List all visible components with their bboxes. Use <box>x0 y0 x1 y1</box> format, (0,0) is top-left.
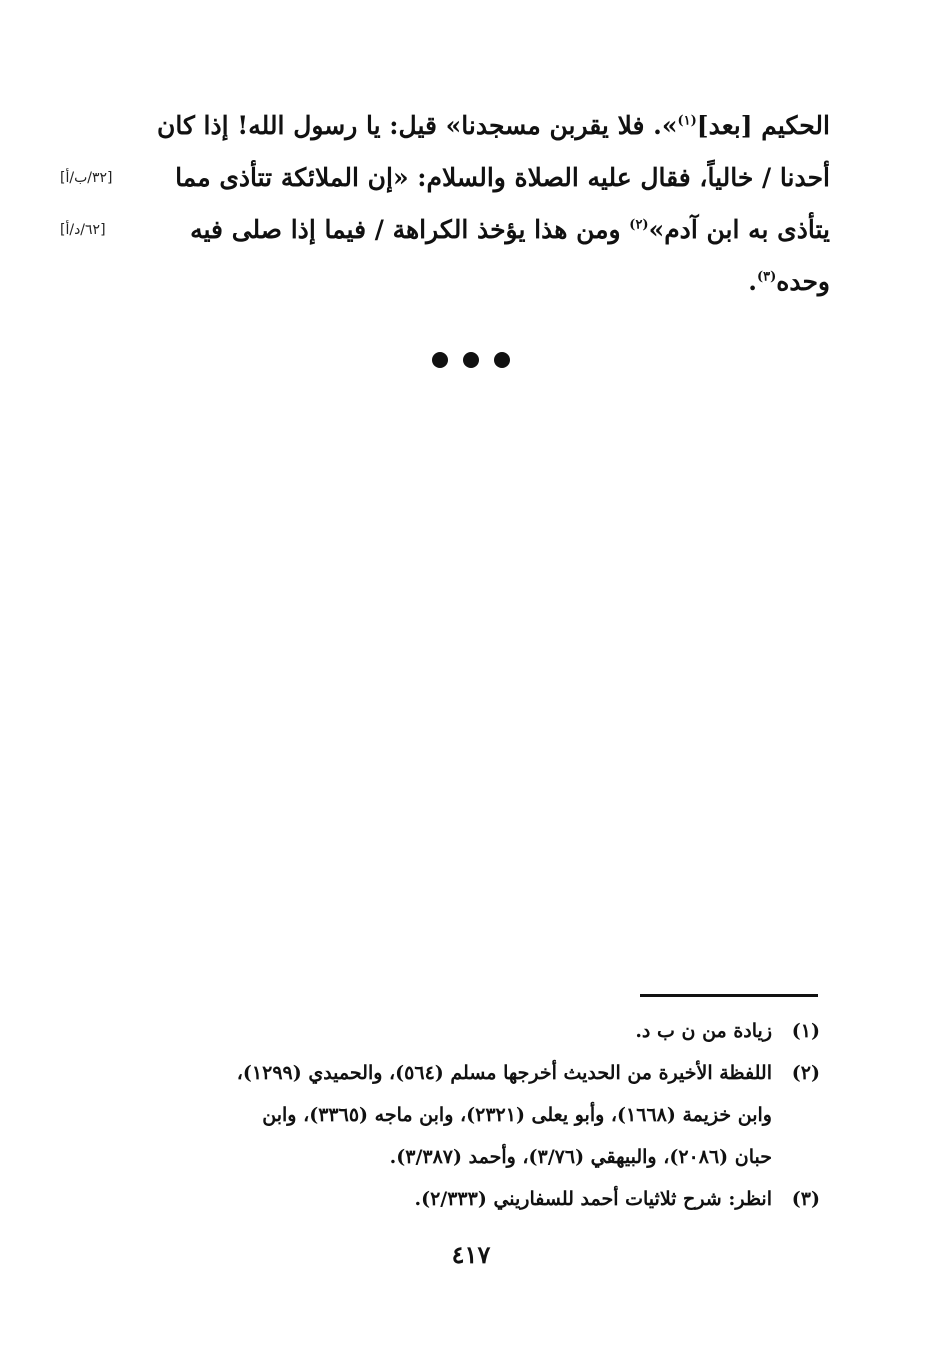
text-segment: . <box>748 267 757 296</box>
divider-dot <box>432 352 448 368</box>
footnote-text: حبان (٢٠٨٦)، والبيهقي (٣/٧٦)، وأحمد (٣/٣٨٧). <box>389 1146 772 1168</box>
page-number: ٤١٧ <box>451 1240 491 1269</box>
footnote-number: (٣) <box>791 1188 820 1210</box>
footnote-marker-3[interactable]: (٣) <box>756 269 777 285</box>
footnote-text: انظر: شرح ثلاثيات أحمد للسفاريني (٢/٣٣٣). <box>414 1188 772 1210</box>
text-segment: ». فلا يقربن مسجدنا» قيل: يا رسول الله! إذا كان <box>156 111 678 140</box>
footnote-separator <box>640 994 818 997</box>
text-segment: الحكيم [بعد] <box>696 111 830 140</box>
footnote-text: زيادة من ن ب د. <box>635 1020 772 1042</box>
footnote-number: (١) <box>791 1020 820 1042</box>
text-segment: أحدنا / خالياً، فقال عليه الصلاة والسلام: «إن الملائكة تتأذى مما <box>175 163 830 192</box>
section-divider <box>0 352 942 372</box>
footnote-marker-1[interactable]: (١) <box>677 113 697 129</box>
text-line-4 <box>60 256 830 308</box>
footnote-number: (٢) <box>791 1062 820 1084</box>
footnote-3 <box>145 1178 820 1220</box>
text-line-3 <box>60 204 830 256</box>
footnote-text: وابن خزيمة (١٦٦٨)، وأبو يعلى (٢٣٢١)، وابن ماجه (٣٣٦٥)، وابن <box>262 1104 772 1126</box>
main-text <box>60 100 830 308</box>
footnotes <box>145 1010 820 1220</box>
footnote-marker-2[interactable]: (٢) <box>629 217 649 233</box>
footnote-2 <box>145 1052 820 1178</box>
divider-dot <box>463 352 479 368</box>
manuscript-folio-ref: [٦٢/د/أ] <box>60 222 106 238</box>
footnote-text: اللفظة الأخيرة من الحديث أخرجها مسلم (٥٦٤)، والحميدي (١٢٩٩)، <box>236 1062 772 1084</box>
manuscript-folio-ref: [٣٢/ب/أ] <box>60 170 113 186</box>
text-segment: يتأذى به ابن آدم» <box>648 215 830 244</box>
text-line-1 <box>60 100 830 152</box>
text-segment: ومن هذا يؤخذ الكراهة / فيما إذا صلى فيه <box>190 215 630 244</box>
text-segment: وحده <box>776 267 830 296</box>
divider-dot <box>494 352 510 368</box>
text-line-2 <box>60 152 830 204</box>
footnote-1 <box>145 1010 820 1052</box>
